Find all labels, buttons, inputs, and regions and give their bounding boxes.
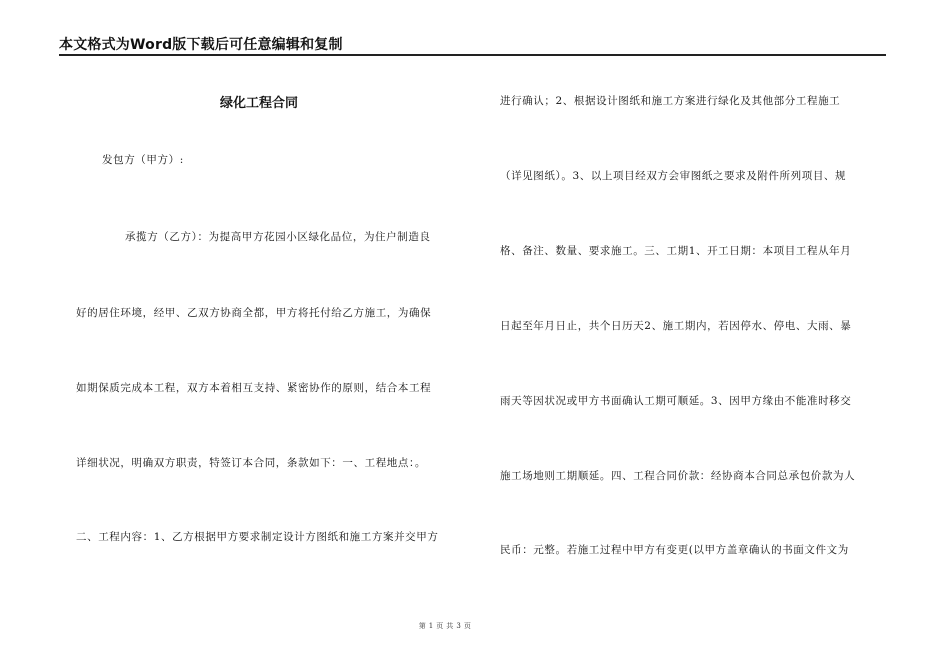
left-paragraph-line: 好的居住环境，经甲、乙双方协商全都，甲方将托付给乙方施工，为确保 bbox=[76, 307, 432, 319]
right-paragraph-line: 进行确认；2、根据设计图纸和施工方案进行绿化及其他部分工程施工 bbox=[500, 95, 841, 107]
left-paragraph-line: 详细状况，明确双方职责，特签订本合同，条款如下：一、工程地点：。 bbox=[76, 457, 426, 469]
left-paragraph-line: 如期保质完成本工程，双方本着相互支持、紧密协作的原则，结合本工程 bbox=[76, 382, 432, 394]
right-paragraph-line: 雨天等因状况或甲方书面确认工期可顺延。3、因甲方缘由不能准时移交 bbox=[500, 395, 852, 407]
right-paragraph-line: 日起至年月日止，共个日历天2、施工期内，若因停水、停电、大雨、暴 bbox=[500, 320, 852, 332]
header-title: 本文格式为Word版下载后可任意编辑和复制 bbox=[59, 37, 343, 53]
left-paragraph-line: 发包方（甲方）: bbox=[102, 154, 184, 166]
header-divider bbox=[59, 54, 886, 56]
left-paragraph-line: 承揽方（乙方）：为提高甲方花园小区绿化品位，为住户制造良 bbox=[125, 231, 431, 243]
document-title: 绿化工程合同 bbox=[220, 96, 299, 111]
right-paragraph-line: 民币：元整。若施工过程中甲方有变更(以甲方盖章确认的书面文件文为 bbox=[500, 544, 849, 556]
page-number: 第 1 页 共 3 页 bbox=[418, 622, 472, 630]
right-paragraph-line: 格、备注、数量、要求施工。三、工期1、开工日期：本项目工程从年月 bbox=[500, 245, 852, 257]
right-paragraph-line: （详见图纸）。3、以上项目经双方会审图纸之要求及附件所列项目、规 bbox=[500, 170, 847, 182]
left-paragraph-line: 二、工程内容：1、乙方根据甲方要求制定设计方图纸和施工方案并交甲方 bbox=[76, 531, 439, 543]
right-paragraph-line: 施工场地则工期顺延。四、工程合同价款：经协商本合同总承包价款为人 bbox=[500, 470, 856, 482]
